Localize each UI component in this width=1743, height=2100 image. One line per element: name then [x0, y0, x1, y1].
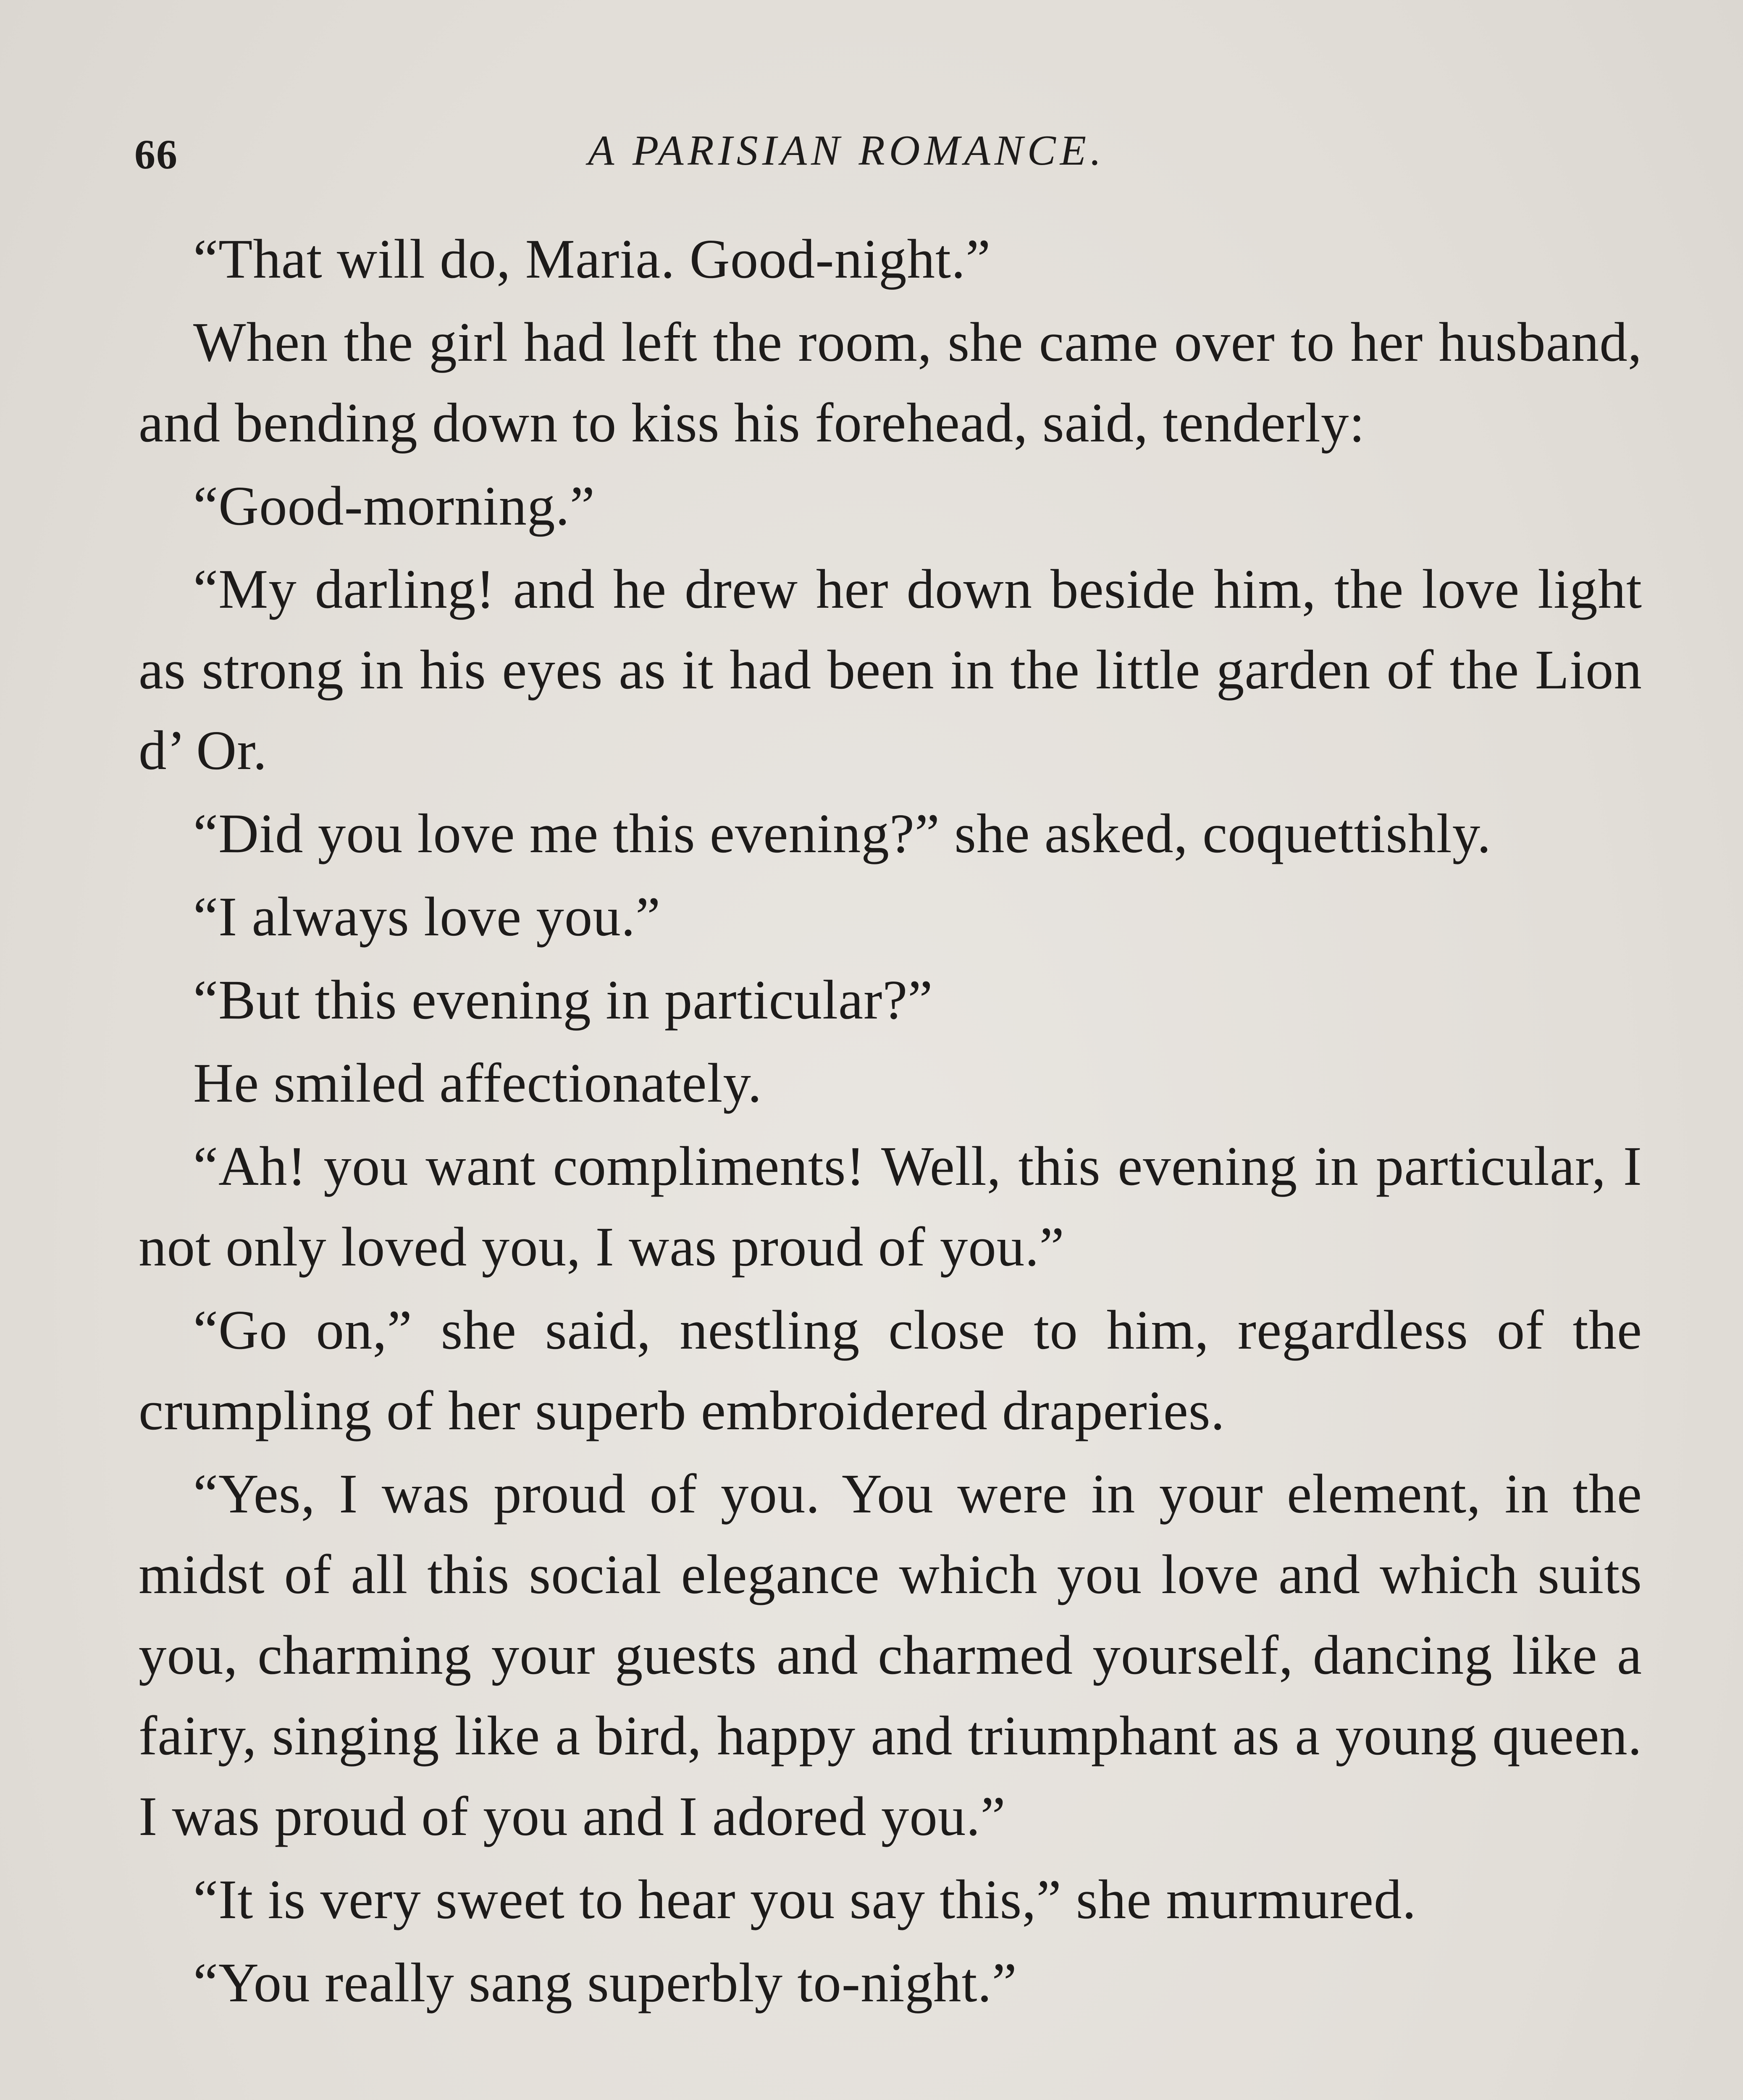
paragraph: “That will do, Maria. Good-night.”	[193, 228, 991, 290]
paragraph: “But this evening in particular?”	[193, 969, 933, 1031]
page-header	[134, 118, 1646, 185]
body-text	[139, 218, 1642, 2025]
paragraph: “Go on,” she said, nestling close to him, regardless of the crumpling of her superb embroidered draperies.	[139, 1299, 1642, 1441]
paragraph: “Did you love me this evening?” she asked, coquettishly.	[193, 802, 1491, 864]
running-title: A PARISIAN ROMANCE.	[588, 127, 1105, 174]
page-number: 66	[134, 131, 178, 178]
paragraph: When the girl had left the room, she came over to her husband, and bending down to kiss his forehead, said, tenderly:	[139, 311, 1642, 454]
paragraph: “Yes, I was proud of you. You were in your element, in the midst of all this social elegance which you love and which suits you, charming your guests and charmed yourself, dancing like a fairy, singing like a bird, happy and triumphant as a young queen. I was proud of you and I adored you.”	[139, 1462, 1642, 1847]
paragraph: “My darling! and he drew her down beside him, the love light as strong in his eyes as it had been in the little garden of the Lion d’ Or.	[139, 558, 1642, 781]
paragraph: “Good-morning.”	[193, 475, 595, 537]
paragraph: He smiled affectionately.	[193, 1052, 762, 1114]
paragraph: “Ah! you want compliments! Well, this evening in particular, I not only loved you, I was proud of you.”	[139, 1135, 1642, 1278]
paragraph: “I always love you.”	[193, 885, 661, 948]
paragraph: “You really sang superbly to-night.”	[193, 1951, 1017, 2013]
paragraph: “It is very sweet to hear you say this,” she murmured.	[193, 1868, 1417, 1930]
